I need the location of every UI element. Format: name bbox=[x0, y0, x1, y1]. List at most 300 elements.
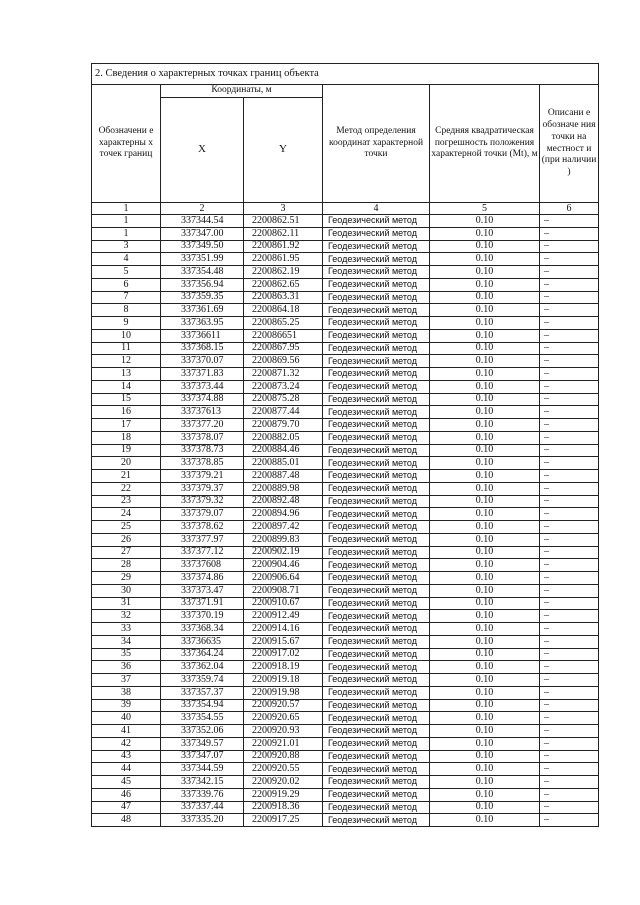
point-number: 37 bbox=[92, 674, 161, 687]
method-cell: Геодезический метод bbox=[323, 444, 430, 457]
section-title: 2. Сведения о характерных точках границ объекта bbox=[92, 64, 599, 85]
error-cell: 0.10 bbox=[430, 610, 540, 623]
table-row bbox=[92, 457, 599, 470]
coord-x: 337378.73 bbox=[161, 444, 244, 457]
method-cell: Геодезический метод bbox=[323, 788, 430, 801]
method-cell: Геодезический метод bbox=[323, 572, 430, 585]
description-cell: – bbox=[540, 661, 599, 674]
method-cell: Геодезический метод bbox=[323, 623, 430, 636]
table-row bbox=[92, 533, 599, 546]
point-number: 19 bbox=[92, 444, 161, 457]
coord-x: 337354.94 bbox=[161, 699, 244, 712]
method-cell: Геодезический метод bbox=[323, 546, 430, 559]
table-row bbox=[92, 317, 599, 330]
error-cell: 0.10 bbox=[430, 623, 540, 636]
description-cell: – bbox=[540, 546, 599, 559]
coord-x: 337349.50 bbox=[161, 240, 244, 253]
description-cell: – bbox=[540, 355, 599, 368]
table-row bbox=[92, 648, 599, 661]
coord-y: 2200899.83 bbox=[244, 533, 323, 546]
point-number: 7 bbox=[92, 291, 161, 304]
point-number: 13 bbox=[92, 368, 161, 381]
table-row bbox=[92, 559, 599, 572]
table-row bbox=[92, 266, 599, 279]
coord-x: 337377.20 bbox=[161, 419, 244, 432]
coord-y: 2200862.19 bbox=[244, 266, 323, 279]
coord-x: 337371.83 bbox=[161, 368, 244, 381]
table-row bbox=[92, 521, 599, 534]
table-row bbox=[92, 253, 599, 266]
coord-x: 337337.44 bbox=[161, 801, 244, 814]
coord-x: 337359.74 bbox=[161, 674, 244, 687]
description-cell: – bbox=[540, 788, 599, 801]
coord-y: 2200897.42 bbox=[244, 521, 323, 534]
point-number: 46 bbox=[92, 788, 161, 801]
column-number: 1 bbox=[92, 203, 161, 215]
method-cell: Геодезический метод bbox=[323, 419, 430, 432]
description-cell: – bbox=[540, 610, 599, 623]
coord-x: 337368.34 bbox=[161, 623, 244, 636]
coord-x: 337374.88 bbox=[161, 393, 244, 406]
table-row bbox=[92, 368, 599, 381]
method-cell: Геодезический метод bbox=[323, 763, 430, 776]
error-cell: 0.10 bbox=[430, 329, 540, 342]
coord-x: 337344.59 bbox=[161, 763, 244, 776]
description-cell: – bbox=[540, 253, 599, 266]
coord-x: 337378.85 bbox=[161, 457, 244, 470]
point-number: 1 bbox=[92, 227, 161, 240]
coord-y: 2200912.49 bbox=[244, 610, 323, 623]
coord-y: 2200902.19 bbox=[244, 546, 323, 559]
coord-x: 337379.37 bbox=[161, 482, 244, 495]
point-number: 9 bbox=[92, 317, 161, 330]
method-cell: Геодезический метод bbox=[323, 431, 430, 444]
method-cell: Геодезический метод bbox=[323, 380, 430, 393]
point-number: 33 bbox=[92, 623, 161, 636]
table-row bbox=[92, 737, 599, 750]
table-row bbox=[92, 750, 599, 763]
method-cell: Геодезический метод bbox=[323, 559, 430, 572]
point-number: 34 bbox=[92, 635, 161, 648]
error-cell: 0.10 bbox=[430, 572, 540, 585]
description-cell: – bbox=[540, 393, 599, 406]
coord-y: 2200865.25 bbox=[244, 317, 323, 330]
coord-y: 220086651 bbox=[244, 329, 323, 342]
description-cell: – bbox=[540, 521, 599, 534]
point-number: 1 bbox=[92, 215, 161, 228]
error-cell: 0.10 bbox=[430, 227, 540, 240]
method-cell: Геодезический метод bbox=[323, 406, 430, 419]
description-cell: – bbox=[540, 725, 599, 738]
coord-y: 2200884.46 bbox=[244, 444, 323, 457]
method-cell: Геодезический метод bbox=[323, 368, 430, 381]
method-cell: Геодезический метод bbox=[323, 814, 430, 827]
table-row bbox=[92, 380, 599, 393]
boundary-points-table bbox=[91, 63, 599, 827]
coord-y: 2200882.05 bbox=[244, 431, 323, 444]
error-cell: 0.10 bbox=[430, 444, 540, 457]
point-number: 35 bbox=[92, 648, 161, 661]
header-error: Средняя квадратическая погрешность положения характерной точки (Mt), м bbox=[430, 85, 540, 203]
coord-x: 337363.95 bbox=[161, 317, 244, 330]
point-number: 48 bbox=[92, 814, 161, 827]
method-cell: Геодезический метод bbox=[323, 355, 430, 368]
method-cell: Геодезический метод bbox=[323, 253, 430, 266]
coord-x: 337373.44 bbox=[161, 380, 244, 393]
column-number: 3 bbox=[244, 203, 323, 215]
point-number: 22 bbox=[92, 482, 161, 495]
column-number: 6 bbox=[540, 203, 599, 215]
error-cell: 0.10 bbox=[430, 699, 540, 712]
method-cell: Геодезический метод bbox=[323, 737, 430, 750]
coord-y: 2200904.46 bbox=[244, 559, 323, 572]
table-row bbox=[92, 763, 599, 776]
table-row bbox=[92, 635, 599, 648]
description-cell: – bbox=[540, 342, 599, 355]
error-cell: 0.10 bbox=[430, 215, 540, 228]
error-cell: 0.10 bbox=[430, 801, 540, 814]
point-number: 31 bbox=[92, 597, 161, 610]
method-cell: Геодезический метод bbox=[323, 240, 430, 253]
table-row bbox=[92, 814, 599, 827]
coord-x: 337344.54 bbox=[161, 215, 244, 228]
table-row bbox=[92, 393, 599, 406]
table-row bbox=[92, 597, 599, 610]
description-cell: – bbox=[540, 266, 599, 279]
error-cell: 0.10 bbox=[430, 431, 540, 444]
method-cell: Геодезический метод bbox=[323, 329, 430, 342]
description-cell: – bbox=[540, 406, 599, 419]
method-cell: Геодезический метод bbox=[323, 508, 430, 521]
table-body bbox=[92, 215, 599, 827]
error-cell: 0.10 bbox=[430, 737, 540, 750]
coord-y: 2200864.18 bbox=[244, 304, 323, 317]
error-cell: 0.10 bbox=[430, 406, 540, 419]
error-cell: 0.10 bbox=[430, 393, 540, 406]
description-cell: – bbox=[540, 495, 599, 508]
coord-x: 337368.15 bbox=[161, 342, 244, 355]
method-cell: Геодезический метод bbox=[323, 776, 430, 789]
description-cell: – bbox=[540, 419, 599, 432]
description-cell: – bbox=[540, 699, 599, 712]
coord-y: 2200889.98 bbox=[244, 482, 323, 495]
method-cell: Геодезический метод bbox=[323, 470, 430, 483]
coord-x: 337378.62 bbox=[161, 521, 244, 534]
coord-y: 2200861.95 bbox=[244, 253, 323, 266]
table-row bbox=[92, 470, 599, 483]
point-number: 23 bbox=[92, 495, 161, 508]
coord-y: 2200919.29 bbox=[244, 788, 323, 801]
description-cell: – bbox=[540, 623, 599, 636]
point-number: 29 bbox=[92, 572, 161, 585]
coord-y: 2200920.65 bbox=[244, 712, 323, 725]
description-cell: – bbox=[540, 750, 599, 763]
point-number: 43 bbox=[92, 750, 161, 763]
header-coordinates: Координаты, м bbox=[161, 85, 323, 98]
point-number: 11 bbox=[92, 342, 161, 355]
method-cell: Геодезический метод bbox=[323, 674, 430, 687]
point-number: 3 bbox=[92, 240, 161, 253]
header-x: X bbox=[161, 98, 244, 203]
method-cell: Геодезический метод bbox=[323, 750, 430, 763]
coord-y: 2200915.67 bbox=[244, 635, 323, 648]
table-row bbox=[92, 508, 599, 521]
error-cell: 0.10 bbox=[430, 278, 540, 291]
table-row bbox=[92, 661, 599, 674]
table-row bbox=[92, 431, 599, 444]
coord-x: 337373.47 bbox=[161, 584, 244, 597]
description-cell: – bbox=[540, 482, 599, 495]
method-cell: Геодезический метод bbox=[323, 521, 430, 534]
table-row bbox=[92, 215, 599, 228]
point-number: 32 bbox=[92, 610, 161, 623]
coord-x: 337361.69 bbox=[161, 304, 244, 317]
method-cell: Геодезический метод bbox=[323, 393, 430, 406]
error-cell: 0.10 bbox=[430, 788, 540, 801]
error-cell: 0.10 bbox=[430, 763, 540, 776]
point-number: 8 bbox=[92, 304, 161, 317]
coord-y: 2200885.01 bbox=[244, 457, 323, 470]
point-number: 16 bbox=[92, 406, 161, 419]
description-cell: – bbox=[540, 559, 599, 572]
point-number: 6 bbox=[92, 278, 161, 291]
error-cell: 0.10 bbox=[430, 253, 540, 266]
method-cell: Геодезический метод bbox=[323, 495, 430, 508]
method-cell: Геодезический метод bbox=[323, 712, 430, 725]
table-row bbox=[92, 227, 599, 240]
table-row bbox=[92, 240, 599, 253]
description-cell: – bbox=[540, 801, 599, 814]
table-row bbox=[92, 444, 599, 457]
description-cell: – bbox=[540, 278, 599, 291]
coord-x: 337354.55 bbox=[161, 712, 244, 725]
header-method: Метод определения координат характерной точки bbox=[323, 85, 430, 203]
table-row bbox=[92, 482, 599, 495]
table-row bbox=[92, 419, 599, 432]
method-cell: Геодезический метод bbox=[323, 291, 430, 304]
coord-y: 2200920.93 bbox=[244, 725, 323, 738]
coord-y: 2200863.31 bbox=[244, 291, 323, 304]
coord-x: 337352.06 bbox=[161, 725, 244, 738]
method-cell: Геодезический метод bbox=[323, 801, 430, 814]
error-cell: 0.10 bbox=[430, 635, 540, 648]
description-cell: – bbox=[540, 444, 599, 457]
table-row bbox=[92, 278, 599, 291]
description-cell: – bbox=[540, 674, 599, 687]
coord-y: 2200862.65 bbox=[244, 278, 323, 291]
coord-y: 2200875.28 bbox=[244, 393, 323, 406]
description-cell: – bbox=[540, 572, 599, 585]
point-number: 36 bbox=[92, 661, 161, 674]
error-cell: 0.10 bbox=[430, 559, 540, 572]
description-cell: – bbox=[540, 763, 599, 776]
description-cell: – bbox=[540, 470, 599, 483]
coord-x: 33737608 bbox=[161, 559, 244, 572]
column-number: 4 bbox=[323, 203, 430, 215]
description-cell: – bbox=[540, 317, 599, 330]
header-designation: Обозначени е характерны х точек границ bbox=[92, 85, 161, 203]
error-cell: 0.10 bbox=[430, 584, 540, 597]
point-number: 41 bbox=[92, 725, 161, 738]
error-cell: 0.10 bbox=[430, 776, 540, 789]
point-number: 39 bbox=[92, 699, 161, 712]
coord-y: 2200862.11 bbox=[244, 227, 323, 240]
method-cell: Геодезический метод bbox=[323, 635, 430, 648]
coord-y: 2200906.64 bbox=[244, 572, 323, 585]
error-cell: 0.10 bbox=[430, 355, 540, 368]
point-number: 42 bbox=[92, 737, 161, 750]
description-cell: – bbox=[540, 508, 599, 521]
error-cell: 0.10 bbox=[430, 661, 540, 674]
table-row bbox=[92, 546, 599, 559]
error-cell: 0.10 bbox=[430, 291, 540, 304]
method-cell: Геодезический метод bbox=[323, 342, 430, 355]
coord-x: 337378.07 bbox=[161, 431, 244, 444]
method-cell: Геодезический метод bbox=[323, 266, 430, 279]
coord-x: 33737613 bbox=[161, 406, 244, 419]
point-number: 5 bbox=[92, 266, 161, 279]
table-row bbox=[92, 291, 599, 304]
error-cell: 0.10 bbox=[430, 457, 540, 470]
coord-y: 2200861.92 bbox=[244, 240, 323, 253]
method-cell: Геодезический метод bbox=[323, 317, 430, 330]
coord-x: 337335.20 bbox=[161, 814, 244, 827]
error-cell: 0.10 bbox=[430, 482, 540, 495]
point-number: 28 bbox=[92, 559, 161, 572]
error-cell: 0.10 bbox=[430, 648, 540, 661]
point-number: 17 bbox=[92, 419, 161, 432]
table-row bbox=[92, 610, 599, 623]
coord-y: 2200894.96 bbox=[244, 508, 323, 521]
coord-x: 337339.76 bbox=[161, 788, 244, 801]
coord-x: 337364.24 bbox=[161, 648, 244, 661]
coord-y: 2200892.48 bbox=[244, 495, 323, 508]
error-cell: 0.10 bbox=[430, 508, 540, 521]
point-number: 12 bbox=[92, 355, 161, 368]
coord-y: 2200917.25 bbox=[244, 814, 323, 827]
error-cell: 0.10 bbox=[430, 368, 540, 381]
coord-y: 2200879.70 bbox=[244, 419, 323, 432]
coord-y: 2200869.56 bbox=[244, 355, 323, 368]
method-cell: Геодезический метод bbox=[323, 725, 430, 738]
coord-y: 2200920.55 bbox=[244, 763, 323, 776]
point-number: 38 bbox=[92, 686, 161, 699]
error-cell: 0.10 bbox=[430, 240, 540, 253]
coord-y: 2200919.98 bbox=[244, 686, 323, 699]
boundary-points-sheet bbox=[91, 63, 598, 827]
error-cell: 0.10 bbox=[430, 521, 540, 534]
coord-y: 2200862.51 bbox=[244, 215, 323, 228]
error-cell: 0.10 bbox=[430, 712, 540, 725]
method-cell: Геодезический метод bbox=[323, 584, 430, 597]
table-row bbox=[92, 623, 599, 636]
method-cell: Геодезический метод bbox=[323, 533, 430, 546]
coord-x: 337357.37 bbox=[161, 686, 244, 699]
point-number: 18 bbox=[92, 431, 161, 444]
error-cell: 0.10 bbox=[430, 342, 540, 355]
coord-y: 2200921.01 bbox=[244, 737, 323, 750]
description-cell: – bbox=[540, 329, 599, 342]
description-cell: – bbox=[540, 814, 599, 827]
error-cell: 0.10 bbox=[430, 266, 540, 279]
error-cell: 0.10 bbox=[430, 304, 540, 317]
description-cell: – bbox=[540, 584, 599, 597]
point-number: 4 bbox=[92, 253, 161, 266]
point-number: 45 bbox=[92, 776, 161, 789]
coord-x: 337379.07 bbox=[161, 508, 244, 521]
column-number: 5 bbox=[430, 203, 540, 215]
point-number: 21 bbox=[92, 470, 161, 483]
point-number: 20 bbox=[92, 457, 161, 470]
coord-x: 337356.94 bbox=[161, 278, 244, 291]
error-cell: 0.10 bbox=[430, 419, 540, 432]
table-row bbox=[92, 776, 599, 789]
method-cell: Геодезический метод bbox=[323, 304, 430, 317]
header-description: Описани е обозначе ния точки на местност и (при наличии ) bbox=[540, 85, 599, 203]
error-cell: 0.10 bbox=[430, 317, 540, 330]
description-cell: – bbox=[540, 431, 599, 444]
table-row bbox=[92, 572, 599, 585]
description-cell: – bbox=[540, 635, 599, 648]
method-cell: Геодезический метод bbox=[323, 597, 430, 610]
point-number: 24 bbox=[92, 508, 161, 521]
method-cell: Геодезический метод bbox=[323, 215, 430, 228]
method-cell: Геодезический метод bbox=[323, 610, 430, 623]
error-cell: 0.10 bbox=[430, 470, 540, 483]
table-row bbox=[92, 801, 599, 814]
error-cell: 0.10 bbox=[430, 533, 540, 546]
point-number: 47 bbox=[92, 801, 161, 814]
coord-x: 337359.35 bbox=[161, 291, 244, 304]
error-cell: 0.10 bbox=[430, 686, 540, 699]
table-row bbox=[92, 495, 599, 508]
point-number: 44 bbox=[92, 763, 161, 776]
coord-x: 337351.99 bbox=[161, 253, 244, 266]
description-cell: – bbox=[540, 368, 599, 381]
column-numbers-row bbox=[92, 203, 599, 215]
point-number: 15 bbox=[92, 393, 161, 406]
description-cell: – bbox=[540, 227, 599, 240]
coord-y: 2200918.36 bbox=[244, 801, 323, 814]
coord-y: 2200871.32 bbox=[244, 368, 323, 381]
coord-x: 337371.91 bbox=[161, 597, 244, 610]
point-number: 26 bbox=[92, 533, 161, 546]
coord-x: 337377.97 bbox=[161, 533, 244, 546]
point-number: 40 bbox=[92, 712, 161, 725]
description-cell: – bbox=[540, 457, 599, 470]
table-row bbox=[92, 329, 599, 342]
table-row bbox=[92, 304, 599, 317]
coord-y: 2200920.02 bbox=[244, 776, 323, 789]
error-cell: 0.10 bbox=[430, 725, 540, 738]
coord-y: 2200917.02 bbox=[244, 648, 323, 661]
description-cell: – bbox=[540, 737, 599, 750]
coord-y: 2200867.95 bbox=[244, 342, 323, 355]
coord-y: 2200920.57 bbox=[244, 699, 323, 712]
method-cell: Геодезический метод bbox=[323, 482, 430, 495]
column-number: 2 bbox=[161, 203, 244, 215]
coord-x: 337370.07 bbox=[161, 355, 244, 368]
table-row bbox=[92, 674, 599, 687]
point-number: 10 bbox=[92, 329, 161, 342]
coord-y: 2200887.48 bbox=[244, 470, 323, 483]
table-row bbox=[92, 355, 599, 368]
coord-y: 2200920.88 bbox=[244, 750, 323, 763]
error-cell: 0.10 bbox=[430, 495, 540, 508]
method-cell: Геодезический метод bbox=[323, 278, 430, 291]
description-cell: – bbox=[540, 215, 599, 228]
point-number: 30 bbox=[92, 584, 161, 597]
